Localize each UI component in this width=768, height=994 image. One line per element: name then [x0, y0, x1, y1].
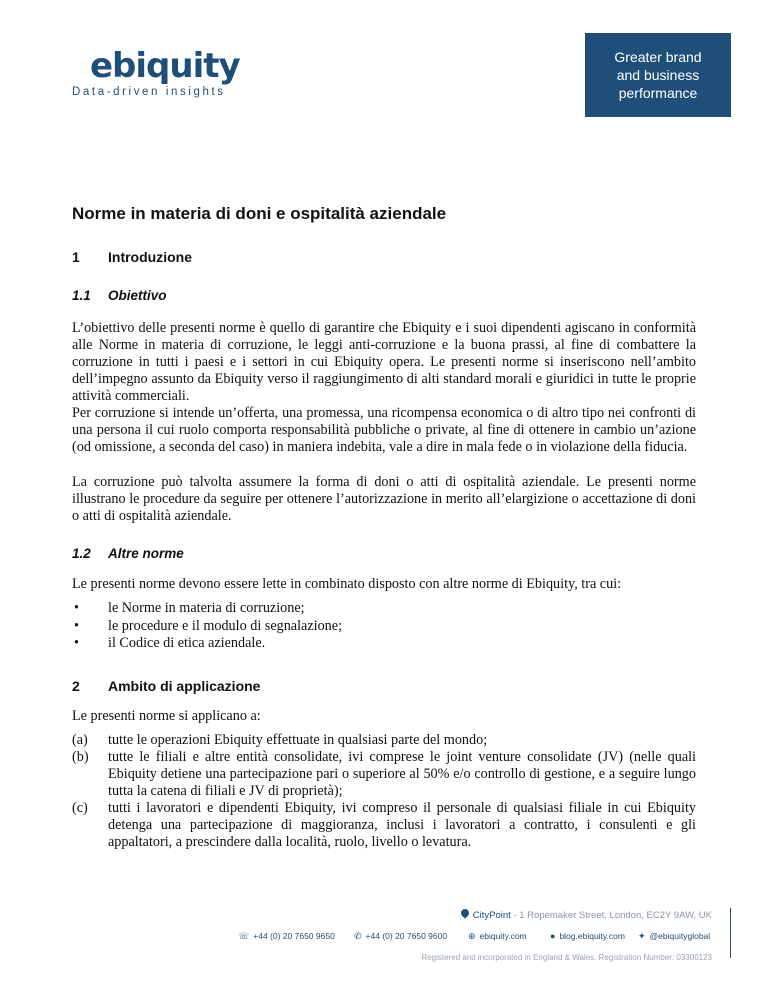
footer-registration: Registered and incorporated in England & Wales. Registration Number: 03300123 — [421, 953, 712, 962]
footer-divider — [730, 908, 731, 958]
subsection-title: Altre norme — [108, 546, 184, 561]
brand-slogan-box — [585, 33, 731, 117]
blog-link[interactable]: blog.ebiquity.com — [559, 931, 625, 941]
list-item-label: (a) — [72, 732, 88, 748]
twitter-icon: ✦ — [638, 931, 646, 941]
paragraph-other-policies: Le presenti norme devono essere lette in combinato disposto con altre norme di Ebiquity, tra cui: — [72, 576, 622, 592]
list-item — [72, 732, 696, 749]
location-pin-icon — [459, 907, 470, 918]
bullet-icon: • — [74, 617, 79, 634]
brand-slogan-line: performance — [618, 85, 698, 101]
phone-icon: ✆ — [354, 931, 362, 941]
logo-tagline: Data-driven insights — [72, 86, 226, 98]
paragraph-scope: Le presenti norme si applicano a: — [72, 708, 261, 724]
fax-icon: ☏ — [238, 931, 250, 941]
address-building: CityPoint — [472, 910, 511, 921]
website-link[interactable]: ebiquity.com — [479, 931, 527, 941]
footer-website[interactable] — [468, 931, 527, 942]
bullet-icon: • — [74, 600, 79, 616]
subsection-number: 1.1 — [72, 288, 91, 303]
section-number: 2 — [72, 678, 80, 694]
fax-number: +44 (0) 20 7650 9650 — [253, 931, 335, 941]
policy-bullet-list — [72, 600, 696, 653]
list-item-text: tutte le filiali e altre entità consolidate, ivi comprese le joint venture consolidate (JV) (nelle quali Ebiquity detiene una partecipazione pari o superiore al 50% e/o controllo di gestione, e a seguire lungo tutta la catena di filiali e JV di proprietà); — [108, 749, 696, 799]
section-title: Ambito di applicazione — [108, 678, 261, 694]
paragraph-definition: Per corruzione si intende un’offerta, una promessa, una ricompensa economica o di altro tipo nei confronti di una persona il cui ruolo comporta responsabilità pubbliche o private, al fine di ottenere in cambio un’azione (od omissione, a seconda del caso) in maniera indebita, vale a dire in mala fede o in violazione della fiducia. — [72, 405, 696, 455]
list-item-text: il Codice di etica aziendale. — [108, 635, 266, 651]
logo-wordmark: ebiquity — [90, 46, 240, 86]
list-item-label: (b) — [72, 749, 89, 765]
company-logo — [72, 46, 242, 106]
section-title: Introduzione — [108, 249, 192, 265]
list-item-label: (c) — [72, 800, 88, 816]
list-item — [72, 800, 696, 851]
address-street: - 1 Ropemaker Street, London, EC2Y 9AW, UK — [510, 910, 712, 921]
scope-list — [72, 732, 696, 851]
list-item-text: tutte le operazioni Ebiquity effettuate in qualsiasi parte del mondo; — [108, 732, 488, 748]
list-item — [72, 618, 696, 636]
list-item — [72, 635, 696, 653]
phone-number: +44 (0) 20 7650 9600 — [365, 931, 448, 941]
brand-slogan-line: and business — [616, 67, 700, 83]
footer-address — [461, 910, 712, 921]
paragraph-objective: L’obiettivo delle presenti norme è quello di garantire che Ebiquity e i suoi dipendenti agiscano in conformità alle Norme in materia di corruzione, le leggi anti-corruzione e la buona prassi, al fine di combattere la corruzione in tutti i paesi e i settori in cui Ebiquity opera. Le presenti norme si inseriscono nell’ambito dell’impegno assunto da Ebiquity verso il raggiungimento di alti standard morali e giuridici in tutte le proprie attività commerciali. — [72, 320, 696, 404]
document-title: Norme in materia di doni e ospitalità aziendale — [72, 204, 447, 223]
footer-fax — [238, 931, 335, 942]
globe-icon: ⊕ — [468, 931, 476, 941]
footer-contacts — [238, 931, 716, 945]
list-item-text: le procedure e il modulo di segnalazione; — [108, 617, 343, 634]
footer-blog[interactable] — [550, 931, 625, 941]
chat-bubble-icon: ● — [550, 931, 556, 941]
list-item-text: le Norme in materia di corruzione; — [108, 600, 305, 616]
subsection-title: Obiettivo — [108, 288, 167, 303]
twitter-handle[interactable]: @ebiquityglobal — [649, 931, 711, 941]
subsection-number: 1.2 — [72, 546, 91, 561]
list-item — [72, 749, 696, 800]
footer-phone — [354, 931, 447, 942]
section-number: 1 — [72, 249, 80, 265]
brand-slogan-line: Greater brand — [614, 49, 702, 65]
list-item — [72, 600, 696, 618]
bullet-icon: • — [74, 635, 79, 651]
paragraph-gifts: La corruzione può talvolta assumere la forma di doni o atti di ospitalità aziendale. Le presenti norme illustrano le procedure da seguire per ottenere l’autorizzazione in merito all’elargizione o accettazione di doni o atti di ospitalità aziendale. — [72, 474, 696, 524]
list-item-text: tutti i lavoratori e dipendenti Ebiquity, ivi compreso il personale di qualsiasi filiale in cui Ebiquity detenga una partecipazione di maggioranza, inclusi i lavoratori a contratto, i consulenti e gli appaltatori, a prescindere dalla località, ruolo, livello o levatura. — [108, 800, 696, 850]
footer-twitter[interactable] — [638, 931, 710, 942]
